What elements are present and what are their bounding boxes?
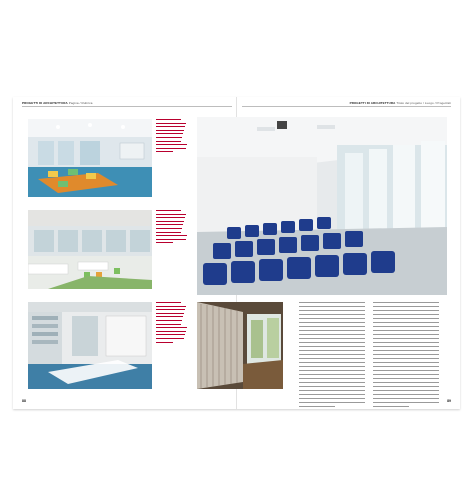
body-text-line [299, 398, 365, 399]
caption-line [156, 302, 181, 303]
body-text-line [299, 378, 365, 379]
body-text-line [373, 342, 439, 343]
left-page-number: 88 [22, 399, 26, 403]
body-text-line [373, 334, 439, 335]
caption-line [156, 235, 187, 236]
caption-line [156, 210, 181, 211]
body-text-line [373, 378, 439, 379]
left-running-header: PROGETTI DI ARCHITETTURA Pagina / Rubrica [22, 101, 93, 105]
caption-line [156, 217, 185, 218]
body-text-line [373, 406, 409, 407]
body-text-line [299, 322, 365, 323]
right-running-header: PROGETTI DI ARCHITETTURA Titolo del progetto / Luogo / Progettisti [349, 101, 451, 105]
caption-line [156, 316, 183, 317]
caption-line [156, 141, 181, 142]
caption-line [156, 342, 173, 343]
caption-line [156, 151, 173, 152]
caption-line [156, 239, 186, 240]
body-text-line [299, 350, 365, 351]
body-text-line [373, 386, 439, 387]
body-text-line [299, 334, 365, 335]
body-text-line [299, 306, 365, 307]
body-text-line [373, 306, 439, 307]
body-text-line [299, 394, 365, 395]
caption-line [156, 331, 186, 332]
body-text-line [299, 338, 365, 339]
body-text-line [299, 314, 365, 315]
body-text-line [299, 370, 365, 371]
library-room-photo [28, 302, 152, 389]
body-text-line [299, 354, 365, 355]
caption-line [156, 119, 181, 120]
caption-3 [156, 302, 187, 345]
body-text-line [373, 318, 439, 319]
caption-line [156, 313, 184, 314]
body-text-line [299, 330, 365, 331]
colorful-classroom-photo [28, 119, 152, 197]
caption-line [156, 130, 184, 131]
body-text-line [299, 302, 365, 303]
body-text-line [373, 394, 439, 395]
caption-line [156, 334, 185, 335]
body-text-line [299, 382, 365, 383]
body-text-line [299, 390, 365, 391]
facade-screen-corridor-photo [197, 302, 283, 389]
body-text-line [373, 362, 439, 363]
body-text-line [373, 358, 439, 359]
caption-line [156, 232, 181, 233]
body-text-line [373, 398, 439, 399]
caption-line [156, 214, 186, 215]
magazine-spread [13, 97, 460, 409]
body-text-line [373, 374, 439, 375]
body-text-line [373, 390, 439, 391]
auditorium-blue-seats-photo [197, 117, 447, 295]
body-text-line [299, 366, 365, 367]
body-text-line [373, 350, 439, 351]
right-page-number: 89 [447, 399, 451, 403]
body-text-line [299, 386, 365, 387]
body-text-column-1 [299, 302, 365, 410]
caption-line [156, 221, 184, 222]
caption-line [156, 324, 181, 325]
right-header-rule [242, 106, 451, 107]
body-text-line [299, 326, 365, 327]
body-text-line [373, 370, 439, 371]
body-text-line [373, 346, 439, 347]
body-text-line [299, 310, 365, 311]
body-text-line [373, 354, 439, 355]
caption-line [156, 144, 187, 145]
body-text-line [373, 338, 439, 339]
body-text-column-2 [373, 302, 439, 410]
body-text-line [299, 358, 365, 359]
caption-line [156, 306, 186, 307]
caption-2 [156, 210, 187, 246]
caption-line [156, 309, 185, 310]
caption-line [156, 242, 173, 243]
body-text-line [373, 366, 439, 367]
body-text-line [299, 374, 365, 375]
body-text-line [299, 406, 335, 407]
body-text-line [299, 362, 365, 363]
body-text-line [373, 402, 439, 403]
body-text-line [299, 318, 365, 319]
caption-line [156, 327, 187, 328]
body-text-line [373, 302, 439, 303]
left-header-rule [22, 106, 232, 107]
caption-line [156, 320, 182, 321]
caption-line [156, 224, 183, 225]
caption-1 [156, 119, 187, 155]
body-text-line [373, 310, 439, 311]
caption-line [156, 133, 183, 134]
caption-line [156, 148, 186, 149]
classroom-with-windows-photo [28, 210, 152, 289]
body-text-line [373, 330, 439, 331]
caption-line [156, 228, 182, 229]
body-text-line [299, 342, 365, 343]
body-text-line [373, 314, 439, 315]
caption-line [156, 123, 186, 124]
body-text-line [373, 382, 439, 383]
body-text-line [373, 322, 439, 323]
caption-line [156, 338, 184, 339]
body-text-line [299, 402, 365, 403]
caption-line [156, 137, 182, 138]
body-text-line [299, 346, 365, 347]
caption-line [156, 126, 185, 127]
body-text-line [373, 326, 439, 327]
